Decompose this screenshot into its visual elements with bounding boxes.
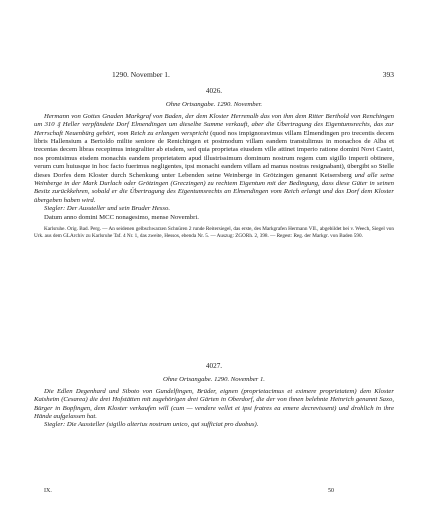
document-entry-4027: [34, 362, 394, 430]
summary-text: Hermann von Gottes Gnaden Markgraf von Baden, der dem Kloster Herrenalb das von ihm dem Ritter Berthold von Renchingen um 310 ₰ Heller verpfändete Dorf Elmendingen um dieselbe Summe verkauft, aber die Übertragung des Eigentumsrechts, das zur Herrschaft Neuenbürg gehört, vom Reich zu erlangen verspricht: [34, 112, 394, 137]
summary-text: Die Edlen Degenhard und Siboto von Gundelfingen, Brüder, eignen (proprietacimus et eximere proprietatem) dem Kloster Kaisheim (Cesarea) die drei Hofstätten mit zugehörigen drei Gärten in Oberdorf, die der von ihnen belehnte Heinrich genannt Saxo, Bürger in Bopfingen, dem Kloster verkaufen will (cum — vendere vellet et ipsi fratres ea emere decrevissent) und drohlich in ihre Hände aufgelassen hat.: [34, 387, 394, 421]
page-number: 393: [382, 70, 394, 79]
sealers-label: Siegler:: [44, 421, 66, 429]
summary-continuation: und alle seine Weinberge in der Mark Durlach oder Grötzingen (Greczingen) zu rechtem Eigentum mit der Bedingung, dass diese Güter in seinen Besitz zurückkehren, sobald er die Übertragung des Eigentumsrechts an Elmendingen vom Reich erlangt und das Dorf dem Kloster übergeben haben wird.: [34, 171, 394, 204]
document-body: [34, 388, 394, 422]
document-entry-4026: [34, 87, 394, 244]
document-number: 4027.: [205, 362, 223, 370]
sheet-number: 50: [328, 488, 334, 494]
sealers-line: [34, 421, 394, 429]
signature-mark: IX.: [44, 488, 52, 494]
page-header: [112, 70, 394, 82]
sealers-line: Siegler: Der Aussteller und sein Bruder Hesso.: [44, 205, 170, 213]
document-subtitle: Ohne Ortsangabe. 1290. November 1.: [163, 376, 265, 384]
page-footer: [34, 488, 394, 498]
document-number: 4026.: [205, 87, 223, 95]
document-body: [34, 113, 394, 205]
latin-text: (quod nos impignoravimus villam Elmendingen pro trecentis decem libris Hallensium a Bertoldo milite seniore de Renichingen et postmodum villam eandem transtulimus in monachos de Alba et trecentas decem libras recepimus integraliter ab eisdem, sed quia proprietas eiusdem ville attinet imperio ratione domini Novi Castri, nos promisimus eisdem monachis eandem proprietatem apud illustrissimum dominum nostrum regem cum sigillo imperii obtinere, verum cum huiusque in hoc facto fuerimus negligentes, ipsi monachi eandem villam ad manus nostras resignabant), übergibt so Stelle dieses Dorfes dem Kloster durch Schenkung unter Lebenden seine Weinberge in Grötzingen genannt Keisersberg: [34, 129, 395, 179]
sealers-text: Die Aussteller (sigillo alterius nostrum unico, qui sufficiat pro duobus).: [66, 421, 259, 429]
header-date: 1290. November 1.: [112, 70, 170, 79]
archival-note: Karlsruhe. Orig. Bad. Perg. — An seidenen gelbschwarzen Schnüren 2 runde Reitersiegel, das erste, des Markgrafen Hermann VII., abgebildet bei v. Weech, Siegel von Urk. aus dem GLArchiv zu Karlsruhe Taf. 4 Nr. 1, das zweite, Hessos, ebenda Nr. 5. — Auszug: ZGORh. 2, 398. — Regest: Reg. der Markgr. von Baden 590.: [34, 226, 394, 239]
document-subtitle: Ohne Ortsangabe. 1290. November.: [165, 101, 263, 109]
datum-line: Datum anno domini MCC nonagesimo, mense Novembri.: [44, 213, 199, 221]
